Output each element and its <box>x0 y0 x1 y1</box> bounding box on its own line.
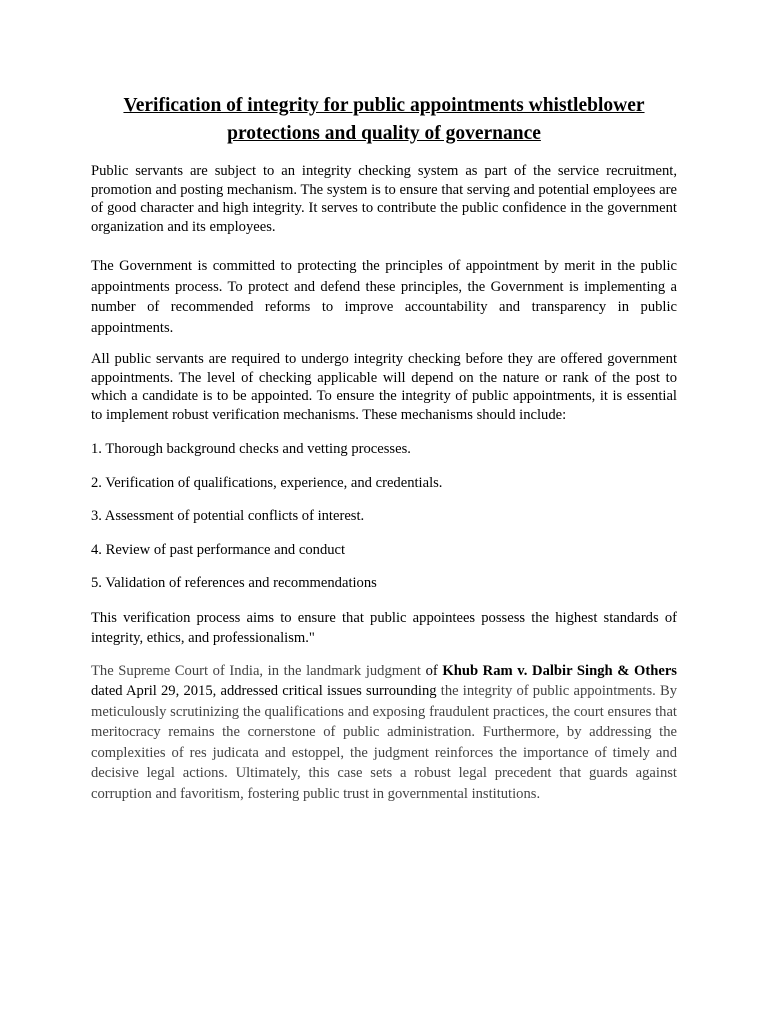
document-page <box>91 92 677 804</box>
document-title: Verification of integrity for public appointments whistleblower protections and quality of governance <box>123 95 645 144</box>
paragraph-supreme-court <box>91 661 677 805</box>
paragraph-integrity-checking: All public servants are required to undergo integrity checking before they are offered government appointments. The level of checking applicable will depend on the nature or rank of the post to which a candidate is to be appointed. To ensure the integrity of public appointments, it is essential to implement robust verification mechanisms. These mechanisms should include: <box>91 351 677 423</box>
mechanisms-list <box>91 440 677 593</box>
list-item: 3. Assessment of potential conflicts of interest. <box>91 508 365 524</box>
court-text-of: of <box>425 662 443 679</box>
court-text-date: dated April 29, 2015, addressed critical issues surrounding <box>91 683 437 699</box>
list-item: 2. Verification of qualifications, experience, and credentials. <box>91 474 443 491</box>
list-item: 1. Thorough background checks and vetting processes. <box>91 441 411 457</box>
paragraph-integrity-system: Public servants are subject to an integrity checking system as part of the service recruitment, promotion and posting mechanism. The system is to ensure that serving and potential employees are of good character and high integrity. It serves to contribute the public confidence in the government organization and its employees. <box>91 163 677 235</box>
paragraph-verification-aim: This verification process aims to ensure that public appointees possess the highest standards of integrity, ethics, and professionalism." <box>91 609 677 646</box>
list-item: 4. Review of past performance and conduct <box>91 541 346 558</box>
list-item: 5. Validation of references and recommendations <box>91 575 377 591</box>
paragraph-merit-principles: The Government is committed to protecting the principles of appointment by merit in the public appointments process. To protect and defend these principles, the Government is implementing a number of recommended reforms to improve accountability and transparency in public appointments. <box>91 258 677 336</box>
case-name: Khub Ram v. Dalbir Singh & Others <box>442 662 677 679</box>
court-text-body: the integrity of public appointments. By meticulously scrutinizing the qualifications and exposing fraudulent practices, the court ensures that meritocracy remains the cornerstone of public administration. Furthermore, by addressing the complexities of res judicata and estoppel, the judgment reinforces the importance of timely and decisive legal actions. Ultimately, this case sets a robust legal precedent that guards against corruption and favoritism, fostering public trust in governmental institutions. <box>91 683 677 802</box>
court-text-intro: The Supreme Court of India, in the landmark judgment <box>91 662 426 679</box>
